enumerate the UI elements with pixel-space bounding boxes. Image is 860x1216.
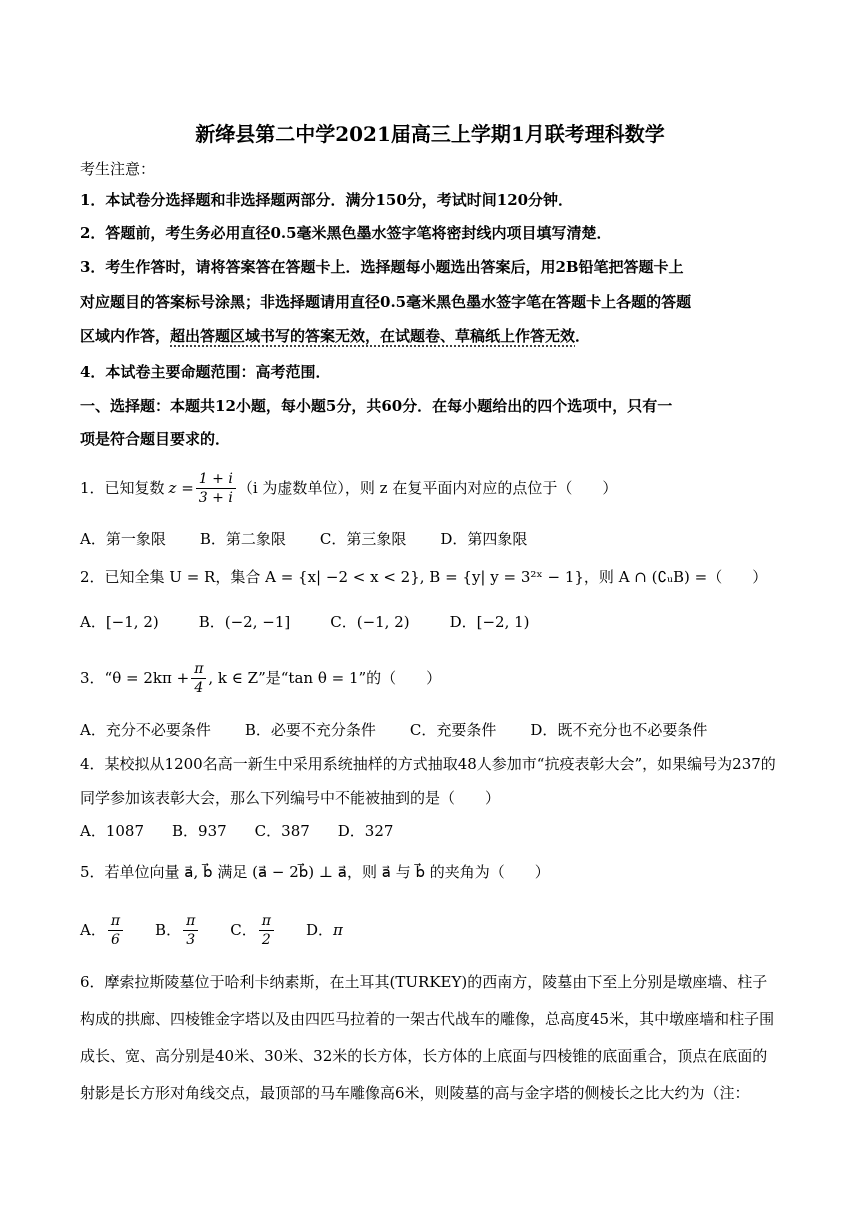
option-c: C．387: [254, 822, 310, 840]
question-1-options: [80, 528, 561, 550]
question-6-line3: 成长、宽、高分别是40米、30米、32米的长方体，长方体的上底面与四棱锥的底面重合，顶点在底面的: [80, 1047, 768, 1065]
fraction: $\frac{1 + i}{3 + i}$: [196, 470, 236, 507]
option-a: A．充分不必要条件: [80, 721, 211, 739]
notice-item-3-line1: 3．考生作答时，请将答案答在答题卡上．选择题每小题选出答案后，用2B铅笔把答题卡上: [80, 258, 684, 276]
question-6-line4: 射影是长方形对角线交点，最顶部的马车雕像高6米，则陵墓的高与金字塔的侧棱长之比大约为（注：: [80, 1084, 750, 1102]
question-5: 5．若单位向量 a⃗, b⃗ 满足 (a⃗ − 2b⃗) ⊥ a⃗，则 a⃗ 与 b⃗ 的夹角为（ ）: [80, 863, 550, 881]
option-c: C． $\frac{\pi}{2}$: [230, 912, 276, 949]
question-1: 1．已知复数 z = $\frac{1 + i}{3 + i}$ （i 为虚数单位），则 z 在复平面内对应的点位于（ ）: [80, 470, 618, 506]
emphasis-text: 超出答题区域书写的答案无效，在试题卷、草稿纸上作答无效: [170, 327, 576, 345]
option-d: D．既不充分也不必要条件: [530, 721, 708, 739]
question-3-options: [80, 719, 741, 741]
page-title: 新绛县第二中学2021届高三上学期1月联考理科数学: [195, 122, 665, 146]
option-a: A．[−1, 2): [80, 613, 159, 631]
fraction: $\frac{\pi}{3}$: [183, 912, 198, 949]
section-heading-line1: 一、选择题：本题共12小题，每小题5分，共60分．在每小题给出的四个选项中，只有一: [80, 397, 673, 415]
option-b: B．(−2, −1]: [198, 613, 291, 631]
option-b: B． $\frac{\pi}{3}$: [155, 912, 200, 949]
option-d: D．327: [337, 822, 394, 840]
notice-item-3-line2: 对应题目的答案标号涂黑；非选择题请用直径0.5毫米黑色墨水签字笔在答题卡上各题的答题: [80, 293, 692, 311]
fraction: $\frac{\pi}{2}$: [259, 912, 274, 949]
question-2: 2．已知全集 U = R，集合 A = {x| −2 < x < 2}, B = {y| y = 3²ˣ − 1}，则 A ∩ (∁ᵤB) =（ ）: [80, 568, 768, 586]
option-c: C．充要条件: [409, 721, 497, 739]
notice-item-3-line3: 区域内作答，超出答题区域书写的答案无效，在试题卷、草稿纸上作答无效．: [80, 327, 591, 345]
option-a: A．1087: [80, 822, 145, 840]
question-4-line1: 4．某校拟从1200名高一新生中采用系统抽样的方式抽取48人参加市“抗疫表彰大会”，如果编号为237的: [80, 755, 776, 773]
fraction: $\frac{\pi}{6}$: [108, 912, 123, 949]
notice-item-1: 1．本试卷分选择题和非选择题两部分．满分150分，考试时间120分钟．: [80, 191, 574, 209]
option-a: A．第一象限: [80, 530, 166, 548]
notice-heading: 考生注意：: [80, 160, 156, 178]
option-b: B．必要不充分条件: [244, 721, 376, 739]
question-6-line2: 构成的拱廊、四棱锥金字塔以及由四匹马拉着的一架古代战车的雕像，总高度45米，其中墩座墙和柱子围: [80, 1010, 775, 1028]
question-3: 3．“θ = 2kπ + $\frac{\pi}{4}$ , k ∈ Z”是“tan θ = 1”的（ ）: [80, 660, 442, 696]
option-c: C．(−1, 2): [330, 613, 410, 631]
option-b: B．第二象限: [199, 530, 286, 548]
option-d: D． π: [305, 921, 343, 939]
question-4-line2: 同学参加该表彰大会，那么下列编号中不能被抽到的是（ ）: [80, 789, 501, 807]
option-d: D．[−2, 1): [449, 613, 530, 631]
option-d: D．第四象限: [440, 530, 528, 548]
option-a: A． $\frac{\pi}{6}$: [80, 912, 125, 949]
notice-item-4: 4．本试卷主要命题范围：高考范围．: [80, 363, 331, 381]
question-5-options: [80, 908, 343, 952]
section-heading-line2: 项是符合题目要求的．: [80, 430, 231, 448]
question-2-options: [80, 611, 570, 633]
fraction: $\frac{\pi}{4}$: [191, 660, 206, 697]
option-c: C．第三象限: [319, 530, 407, 548]
notice-item-2: 2．答题前，考生务必用直径0.5毫米黑色墨水签字笔将密封线内项目填写清楚．: [80, 224, 612, 242]
question-6-line1: 6．摩索拉斯陵墓位于哈利卡纳素斯，在土耳其(TURKEY)的西南方，陵墓由下至上分别是墩座墙、柱子: [80, 973, 768, 991]
question-4-options: [80, 820, 427, 842]
option-b: B．937: [172, 822, 227, 840]
